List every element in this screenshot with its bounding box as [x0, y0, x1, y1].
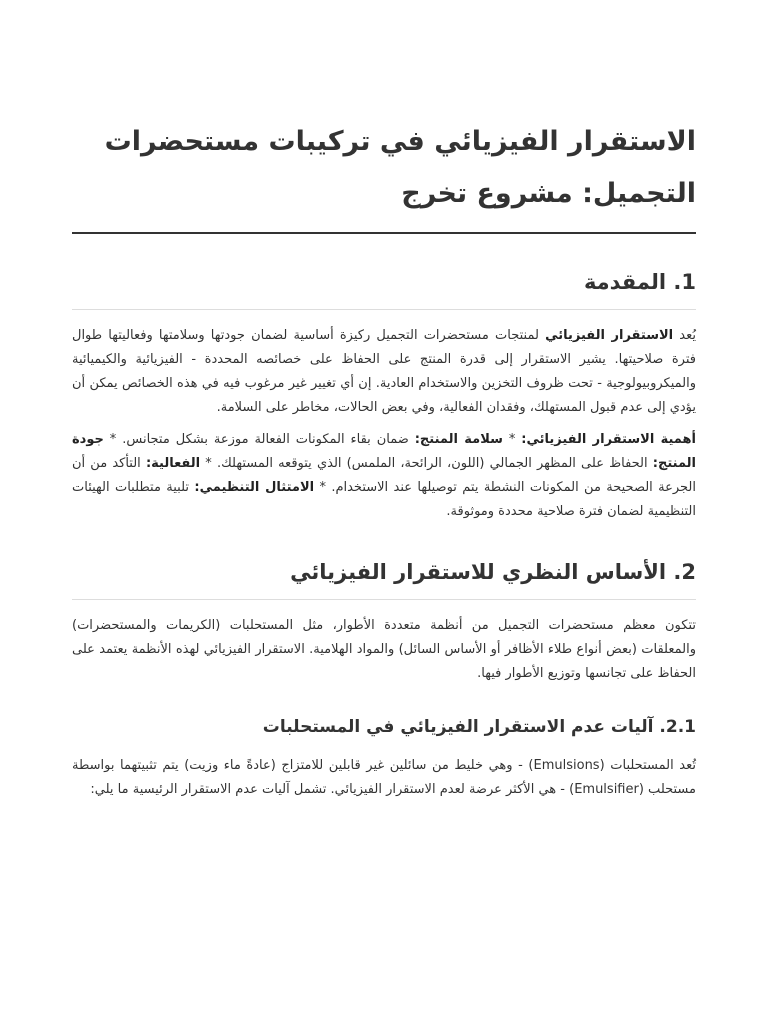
- importance-item-sep: *: [200, 456, 217, 471]
- importance-item-sep: *: [502, 432, 522, 447]
- importance-item-term: الامتثال التنظيمي:: [194, 480, 315, 495]
- intro-lead: يُعد: [673, 328, 696, 343]
- importance-label: أهمية الاستقرار الفيزيائي:: [521, 432, 696, 447]
- importance-item-sep: *: [314, 480, 332, 495]
- importance-item-term: الفعالية:: [145, 456, 201, 471]
- importance-item-text: التأكد من أن الجرعة الصحيحة من المكونات النشطة يتم توصيلها عند الاستخدام.: [72, 456, 697, 495]
- theory-paragraph: تتكون معظم مستحضرات التجميل من أنظمة متعددة الأطوار، مثل المستحلبات (الكريمات والمستحضرات) والمعلقات (بعض أنواع طلاء الأظافر أو الأساس السائل) والمواد الهلامية. الاستقرار الفيزيائي لهذه الأنظمة يعتمد على الحفاظ على تجانسها وتوزيع الأطوار فيها.: [72, 618, 696, 681]
- section-heading-introduction: 1. المقدمة: [583, 270, 696, 294]
- introduction-paragraph: [72, 324, 696, 420]
- importance-item-sep: *: [103, 432, 123, 447]
- importance-item-term: جودة المنتج:: [72, 432, 697, 471]
- section-divider: [72, 599, 696, 600]
- intro-text: لمنتجات مستحضرات التجميل ركيزة أساسية لضمان جودتها وسلامتها وفعاليتها طوال فترة صلاحيتها. يشير الاستقرار إلى قدرة المنتج على الحفاظ على خصائصه المحددة - الفيزيائية والكيميائية والميكروبيولوجية - تحت ظروف التخزين والاستخدام العادية. إن أي تغيير غير مرغوب فيه في هذه الخصائص يمكن أن يؤدي إلى عدم قبول المستهلك، وفقدان الفعالية، وفي بعض الحالات، مخاطر على السلامة.: [72, 328, 696, 415]
- importance-item-text: تلبية متطلبات الهيئات التنظيمية لضمان فترة صلاحية محددة وموثوقة.: [72, 480, 696, 519]
- title-divider: [72, 232, 696, 234]
- section-divider: [72, 309, 696, 310]
- document-title: الاستقرار الفيزيائي في تركيبات مستحضرات التجميل: مشروع تخرج: [104, 126, 696, 209]
- importance-item-term: سلامة المنتج:: [414, 432, 503, 447]
- importance-item-text: ضمان بقاء المكونات الفعالة موزعة بشكل متجانس.: [122, 432, 415, 447]
- emulsions-paragraph: تُعد المستحلبات (Emulsions) - وهي خليط من سائلين غير قابلين للامتزاج (عادةً ماء وزيت) يتم تثبيتهما بواسطة مستحلب (Emulsifier) - هي الأكثر عرضة لعدم الاستقرار الفيزيائي. تشمل آليات عدم الاستقرار الرئيسية ما يلي:: [72, 758, 696, 797]
- importance-paragraph: [72, 428, 696, 524]
- intro-term: الاستقرار الفيزيائي: [545, 328, 674, 343]
- section-heading-theory: 2. الأساس النظري للاستقرار الفيزيائي: [290, 560, 696, 584]
- importance-item-text: الحفاظ على المظهر الجمالي (اللون، الرائحة، الملمس) الذي يتوقعه المستهلك.: [216, 456, 653, 471]
- subsection-heading-emulsions: 2.1. آليات عدم الاستقرار الفيزيائي في المستحلبات: [262, 717, 696, 737]
